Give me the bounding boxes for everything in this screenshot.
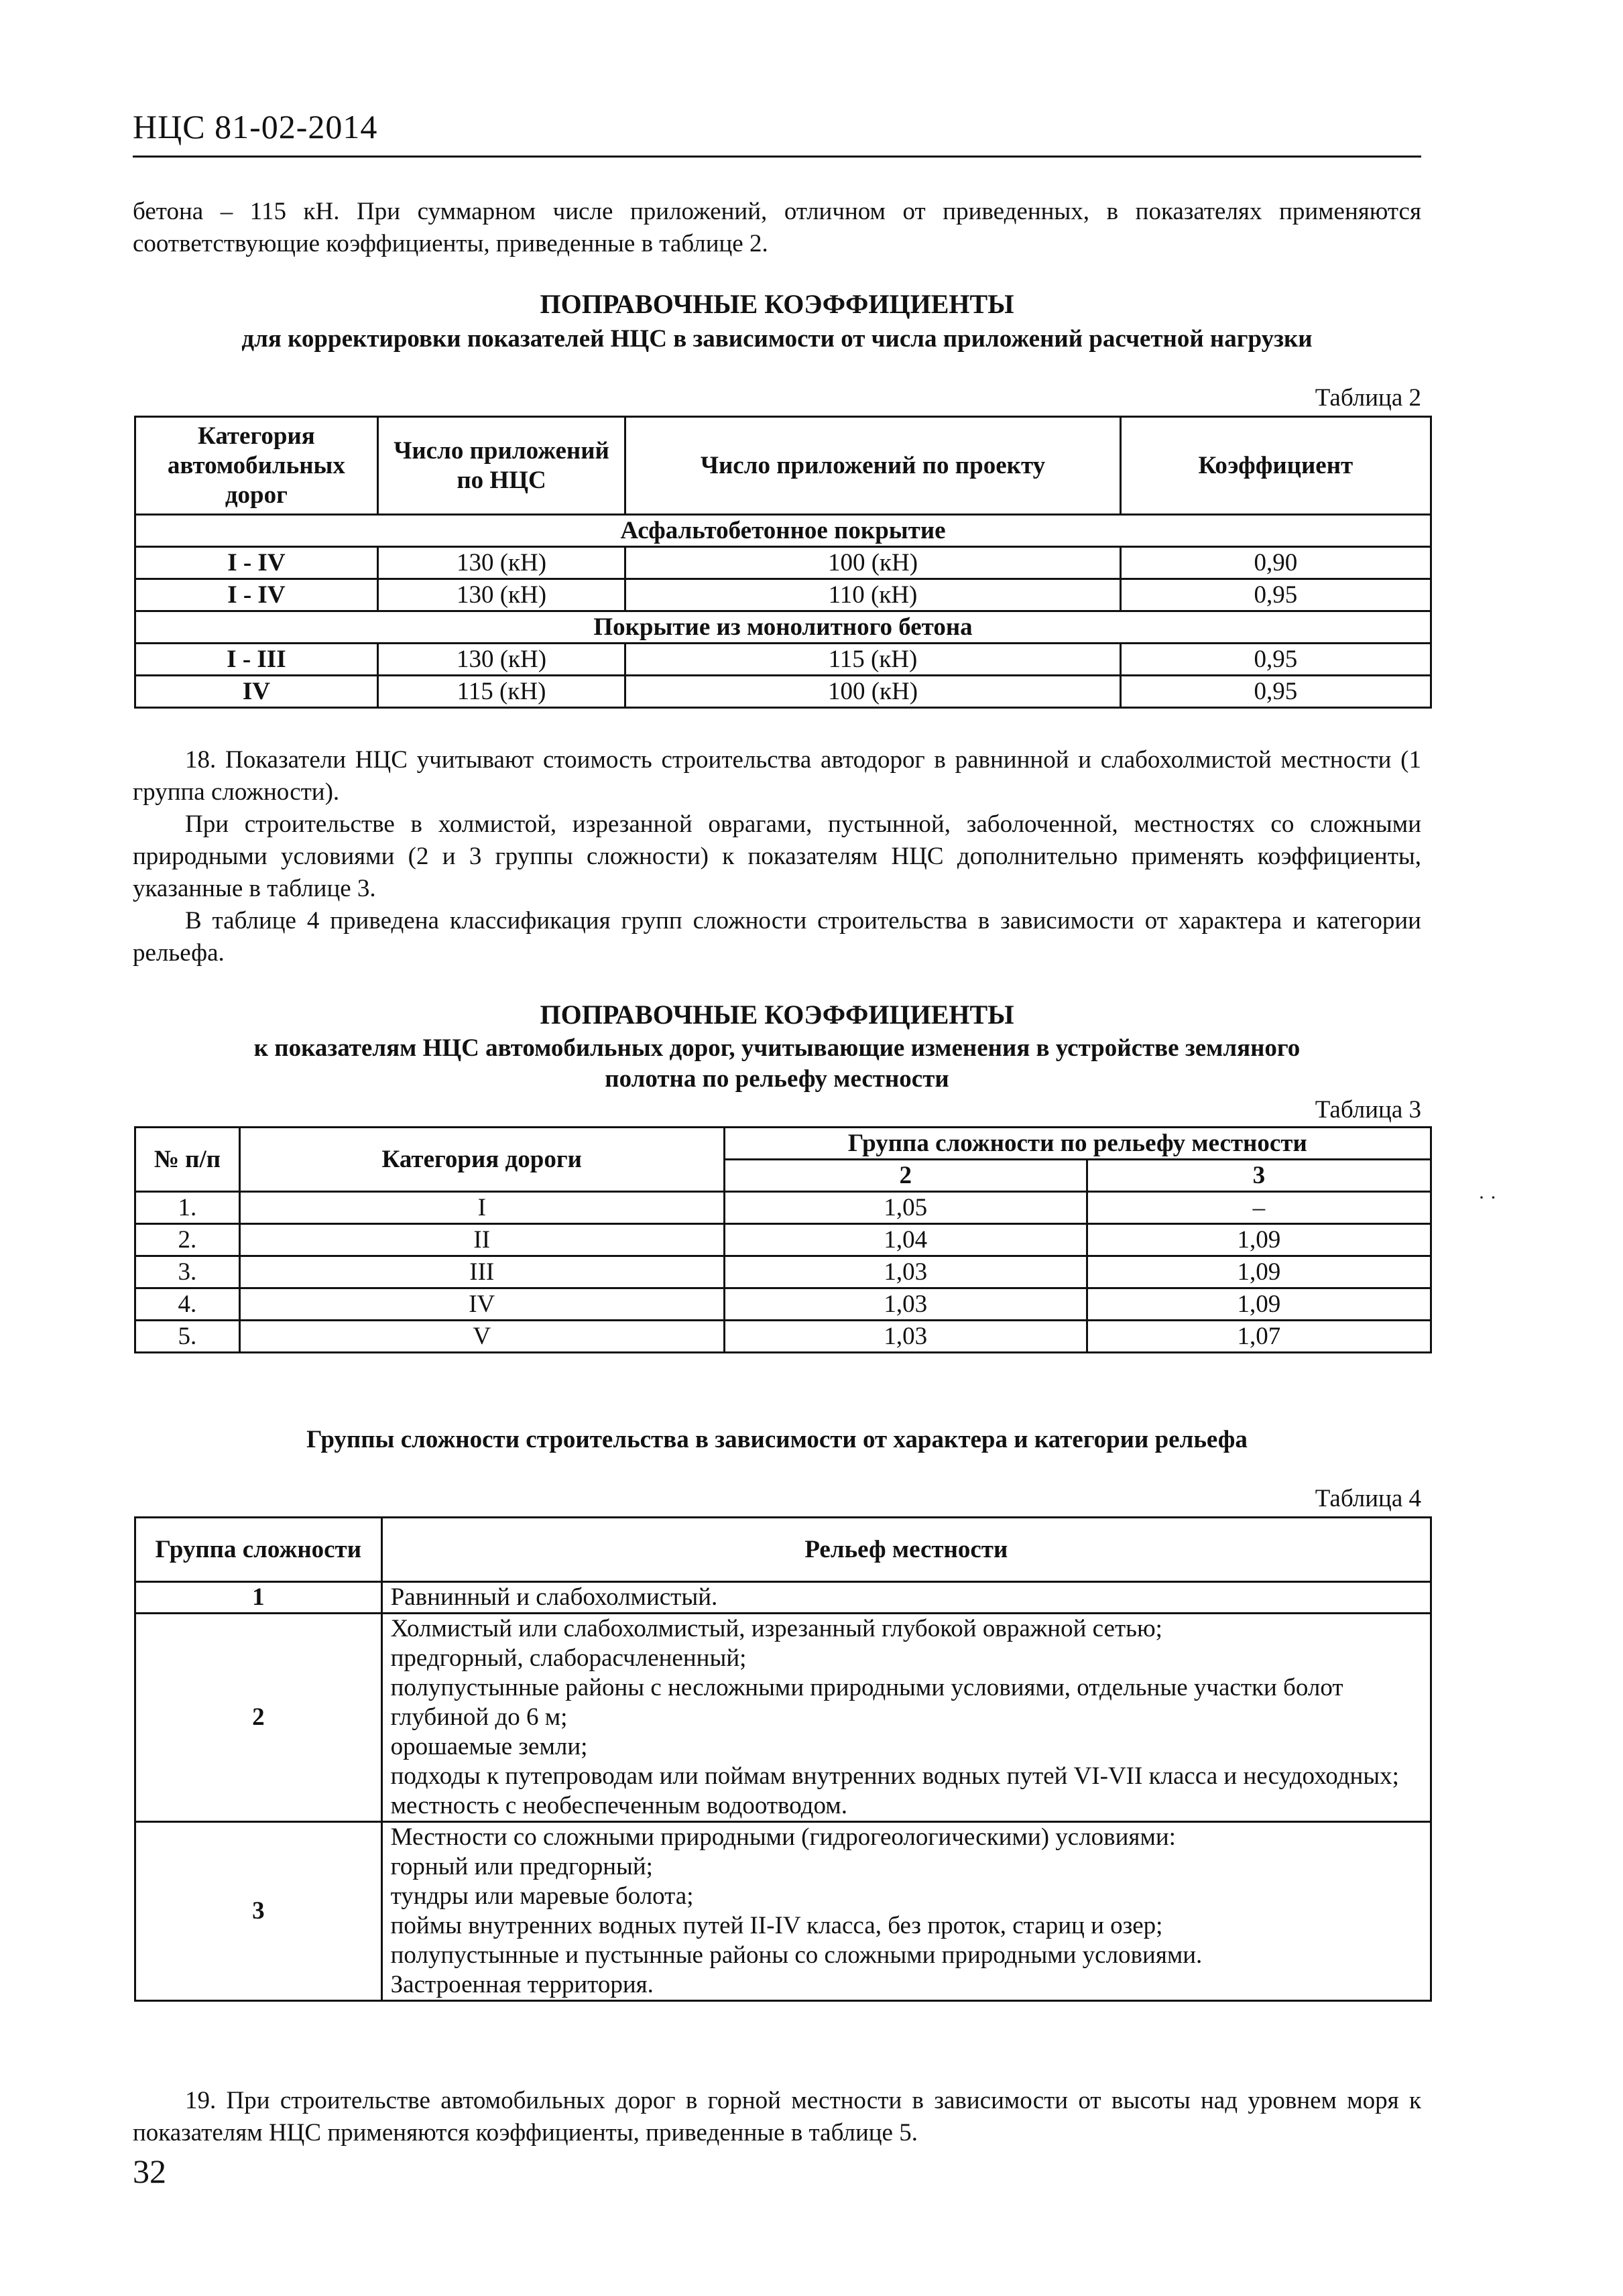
table-cell: 0,95	[1120, 644, 1431, 676]
table4-label: Таблица 4	[1315, 1485, 1421, 1512]
table-row	[135, 1256, 1431, 1288]
relief-line: тундры или маревые болота;	[390, 1882, 694, 1910]
table-4	[134, 1516, 1432, 2002]
paragraph-19: 19. При строительстве автомобильных дорог в горной местности в зависимости от высоты над уровнем моря к показателям НЦС применяются коэффициенты, приведенные в таблице 5.	[133, 2087, 1421, 2147]
paragraph-18-1: 18. Показатели НЦС учитывают стоимость строительства автодорог в равнинной и слабохолмистой местности (1 группа сложности).	[133, 746, 1421, 806]
table-cell: 2.	[135, 1224, 240, 1256]
table3-header-group-3: 3	[1087, 1160, 1431, 1192]
relief-line: поймы внутренних водных путей II-IV класса, без проток, стариц и озер;	[390, 1912, 1163, 1939]
table-cell: V	[239, 1321, 724, 1353]
table-cell: 1,04	[724, 1224, 1087, 1256]
page-number: 32	[133, 2153, 166, 2190]
table-cell: 115 (кН)	[625, 644, 1120, 676]
table-row	[135, 1582, 1431, 1614]
table-cell: I - IV	[135, 547, 378, 579]
table-cell: IV	[135, 676, 378, 708]
table2-group-concrete: Покрытие из монолитного бетона	[135, 611, 1431, 644]
intro-paragraph: бетона – 115 кН. При суммарном числе приложений, отличном от приведенных, в показателях применяются соответствующие коэффициенты, приведенные в таблице 2.	[133, 198, 1421, 257]
table-row	[135, 1192, 1431, 1224]
table-row	[135, 1614, 1431, 1822]
table-cell: 1,09	[1087, 1224, 1431, 1256]
table-cell: 130 (кН)	[377, 579, 625, 611]
header-divider	[133, 156, 1421, 158]
table-cell: 3	[135, 1822, 382, 2001]
table-row	[135, 644, 1431, 676]
table2-label: Таблица 2	[1315, 384, 1421, 412]
paragraph-18-3: В таблице 4 приведена классификация групп сложности строительства в зависимости от характера и категории рельефа.	[133, 907, 1421, 967]
table3-subtitle-line1: к показателям НЦС автомобильных дорог, учитывающие изменения в устройстве земляного	[253, 1034, 1301, 1062]
table-cell: 1,07	[1087, 1321, 1431, 1353]
table-row	[135, 547, 1431, 579]
table3-title: ПОПРАВОЧНЫЕ КОЭФФИЦИЕНТЫ	[540, 1000, 1014, 1030]
relief-line: орошаемые земли;	[390, 1733, 588, 1760]
table-cell: 130 (кН)	[377, 644, 625, 676]
table3-header-category: Категория дороги	[239, 1128, 724, 1192]
table2-subtitle: для корректировки показателей НЦС в зависимости от числа приложений расчетной нагрузки	[241, 325, 1313, 353]
table2-header-ncs: Число приложений по НЦС	[377, 417, 625, 515]
relief-line: Местности со сложными природными (гидрогеологическими) условиями:	[390, 1823, 1176, 1851]
table4-header-group: Группа сложности	[135, 1518, 382, 1582]
relief-line: полупустынные районы с несложными природными условиями, отдельные участки болот глубиной до 6 м;	[390, 1674, 1343, 1731]
table-cell: I - IV	[135, 579, 378, 611]
table-cell: 1,03	[724, 1288, 1087, 1321]
table4-header-relief: Рельеф местности	[381, 1518, 1431, 1582]
table-row	[135, 676, 1431, 708]
table-cell: 1,03	[724, 1256, 1087, 1288]
relief-line: Холмистый или слабохолмистый, изрезанный глубокой овражной сетью;	[390, 1615, 1162, 1642]
table-cell: 5.	[135, 1321, 240, 1353]
table-cell	[381, 1822, 1431, 2001]
table3-header-num: № п/п	[135, 1128, 240, 1192]
table-cell: 100 (кН)	[625, 676, 1120, 708]
table-cell: IV	[239, 1288, 724, 1321]
table-cell: –	[1087, 1192, 1431, 1224]
table-cell: 0,90	[1120, 547, 1431, 579]
table3-header-group-2: 2	[724, 1160, 1087, 1192]
table2-header-project: Число приложений по проекту	[625, 417, 1120, 515]
relief-line: полупустынные и пустынные районы со сложными природными условиями.	[390, 1941, 1203, 1969]
relief-line: подходы к путепроводам или поймам внутренних водных путей VI-VII класса и несудоходных;	[390, 1762, 1399, 1790]
table-cell: 100 (кН)	[625, 547, 1120, 579]
table-cell	[381, 1582, 1431, 1614]
table-cell: 110 (кН)	[625, 579, 1120, 611]
table-cell: I	[239, 1192, 724, 1224]
relief-line: Застроенная территория.	[390, 1971, 654, 1998]
document-code-header: НЦС 81-02-2014	[133, 108, 378, 145]
table-row	[135, 1822, 1431, 2001]
table-row	[135, 1224, 1431, 1256]
table-cell: II	[239, 1224, 724, 1256]
table3-subtitle-line2: полотна по рельефу местности	[605, 1065, 949, 1093]
table-2	[134, 416, 1432, 709]
table-cell: 0,95	[1120, 579, 1431, 611]
table-cell: 130 (кН)	[377, 547, 625, 579]
table3-header-group: Группа сложности по рельефу местности	[724, 1128, 1431, 1160]
table-cell	[381, 1614, 1431, 1822]
table-cell: 1,09	[1087, 1256, 1431, 1288]
table-cell: 1,05	[724, 1192, 1087, 1224]
table-cell: 115 (кН)	[377, 676, 625, 708]
table2-header-category: Категория автомобильных дорог	[135, 417, 378, 515]
table-cell: 3.	[135, 1256, 240, 1288]
table2-group-asphalt: Асфальтобетонное покрытие	[135, 515, 1431, 547]
table-row	[135, 1288, 1431, 1321]
table-3	[134, 1126, 1432, 1353]
table-cell: 0,95	[1120, 676, 1431, 708]
relief-line: Равнинный и слабохолмистый.	[390, 1583, 718, 1611]
relief-line: предгорный, слаборасчлененный;	[390, 1644, 747, 1672]
table-cell: III	[239, 1256, 724, 1288]
table-cell: 1,09	[1087, 1288, 1431, 1321]
relief-line: местность с необеспеченным водоотводом.	[390, 1792, 847, 1819]
table-row	[135, 579, 1431, 611]
table-row	[135, 1321, 1431, 1353]
table-cell: 1,03	[724, 1321, 1087, 1353]
paragraph-18-2: При строительстве в холмистой, изрезанной оврагами, пустынной, заболоченной, местностях со сложными природными условиями (2 и 3 группы сложности) к показателям НЦС дополнительно применять коэффициенты, указанные в таблице 3.	[133, 810, 1421, 902]
scan-artifact-dots: · ·	[1478, 1187, 1497, 1209]
table-cell: 2	[135, 1614, 382, 1822]
table-cell: 1	[135, 1582, 382, 1614]
table4-title: Группы сложности строительства в зависимости от характера и категории рельефа	[306, 1426, 1248, 1453]
table-cell: I - III	[135, 644, 378, 676]
table2-header-coefficient: Коэффициент	[1120, 417, 1431, 515]
table2-title: ПОПРАВОЧНЫЕ КОЭФФИЦИЕНТЫ	[540, 289, 1014, 319]
table-cell: 1.	[135, 1192, 240, 1224]
table3-label: Таблица 3	[1315, 1096, 1421, 1124]
relief-line: горный или предгорный;	[390, 1853, 653, 1880]
table-cell: 4.	[135, 1288, 240, 1321]
